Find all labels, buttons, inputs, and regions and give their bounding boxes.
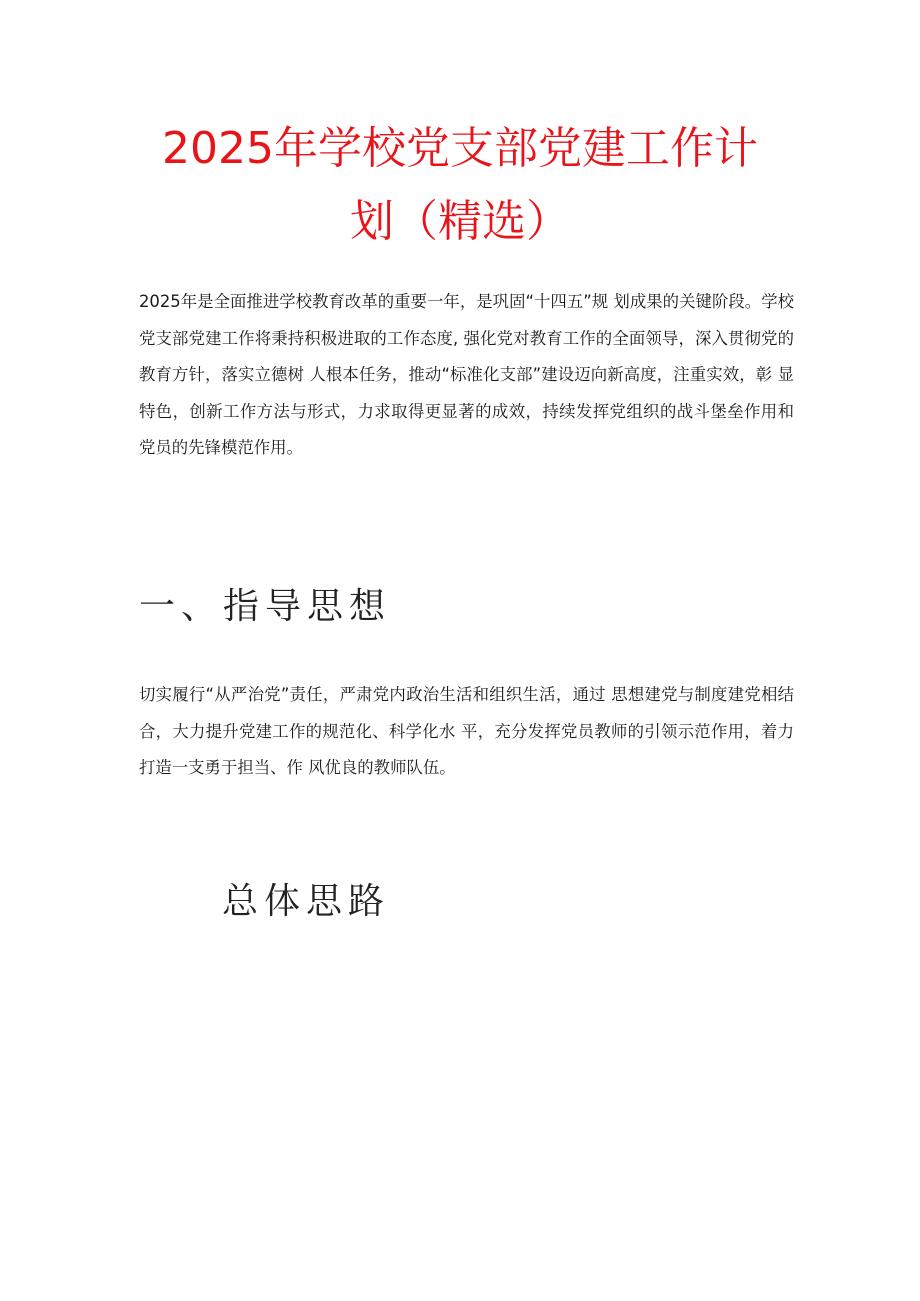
- document-title: [120, 112, 800, 258]
- intro-paragraph: 2025年是全面推进学校教育改革的重要一年，是巩固“十四五”规 划成果的关键阶段。学校党支部党建工作将秉持积极进取的工作态度, 强化党对教育工作的全面领导，深入贯彻党的教育方针，落实立德树 人根本任务，推动“标准化支部”建设迈向新高度，注重实效，彰 显特色，创新工作方法与形式，力求取得更显著的成效，持续发挥党组织的战斗堡垒作用和党员的先锋模范作用。: [139, 292, 794, 457]
- document-title-line-1: 2025年学校党支部党建工作计: [162, 123, 758, 174]
- section-heading-overall-approach: 总体思路: [222, 881, 391, 922]
- document-title-line-2: 划（精选）: [350, 196, 570, 247]
- guiding-ideology-paragraph: 切实履行“从严治党”责任，严肃党内政治生活和组织生活，通过 思想建党与制度建党相结合，大力提升党建工作的规范化、科学化水 平，充分发挥党员教师的引领示范作用，着力打造一支勇于担当、作 风优良的教师队伍。: [139, 685, 794, 777]
- section-heading-guiding-ideology: 一、指导思想: [139, 586, 392, 627]
